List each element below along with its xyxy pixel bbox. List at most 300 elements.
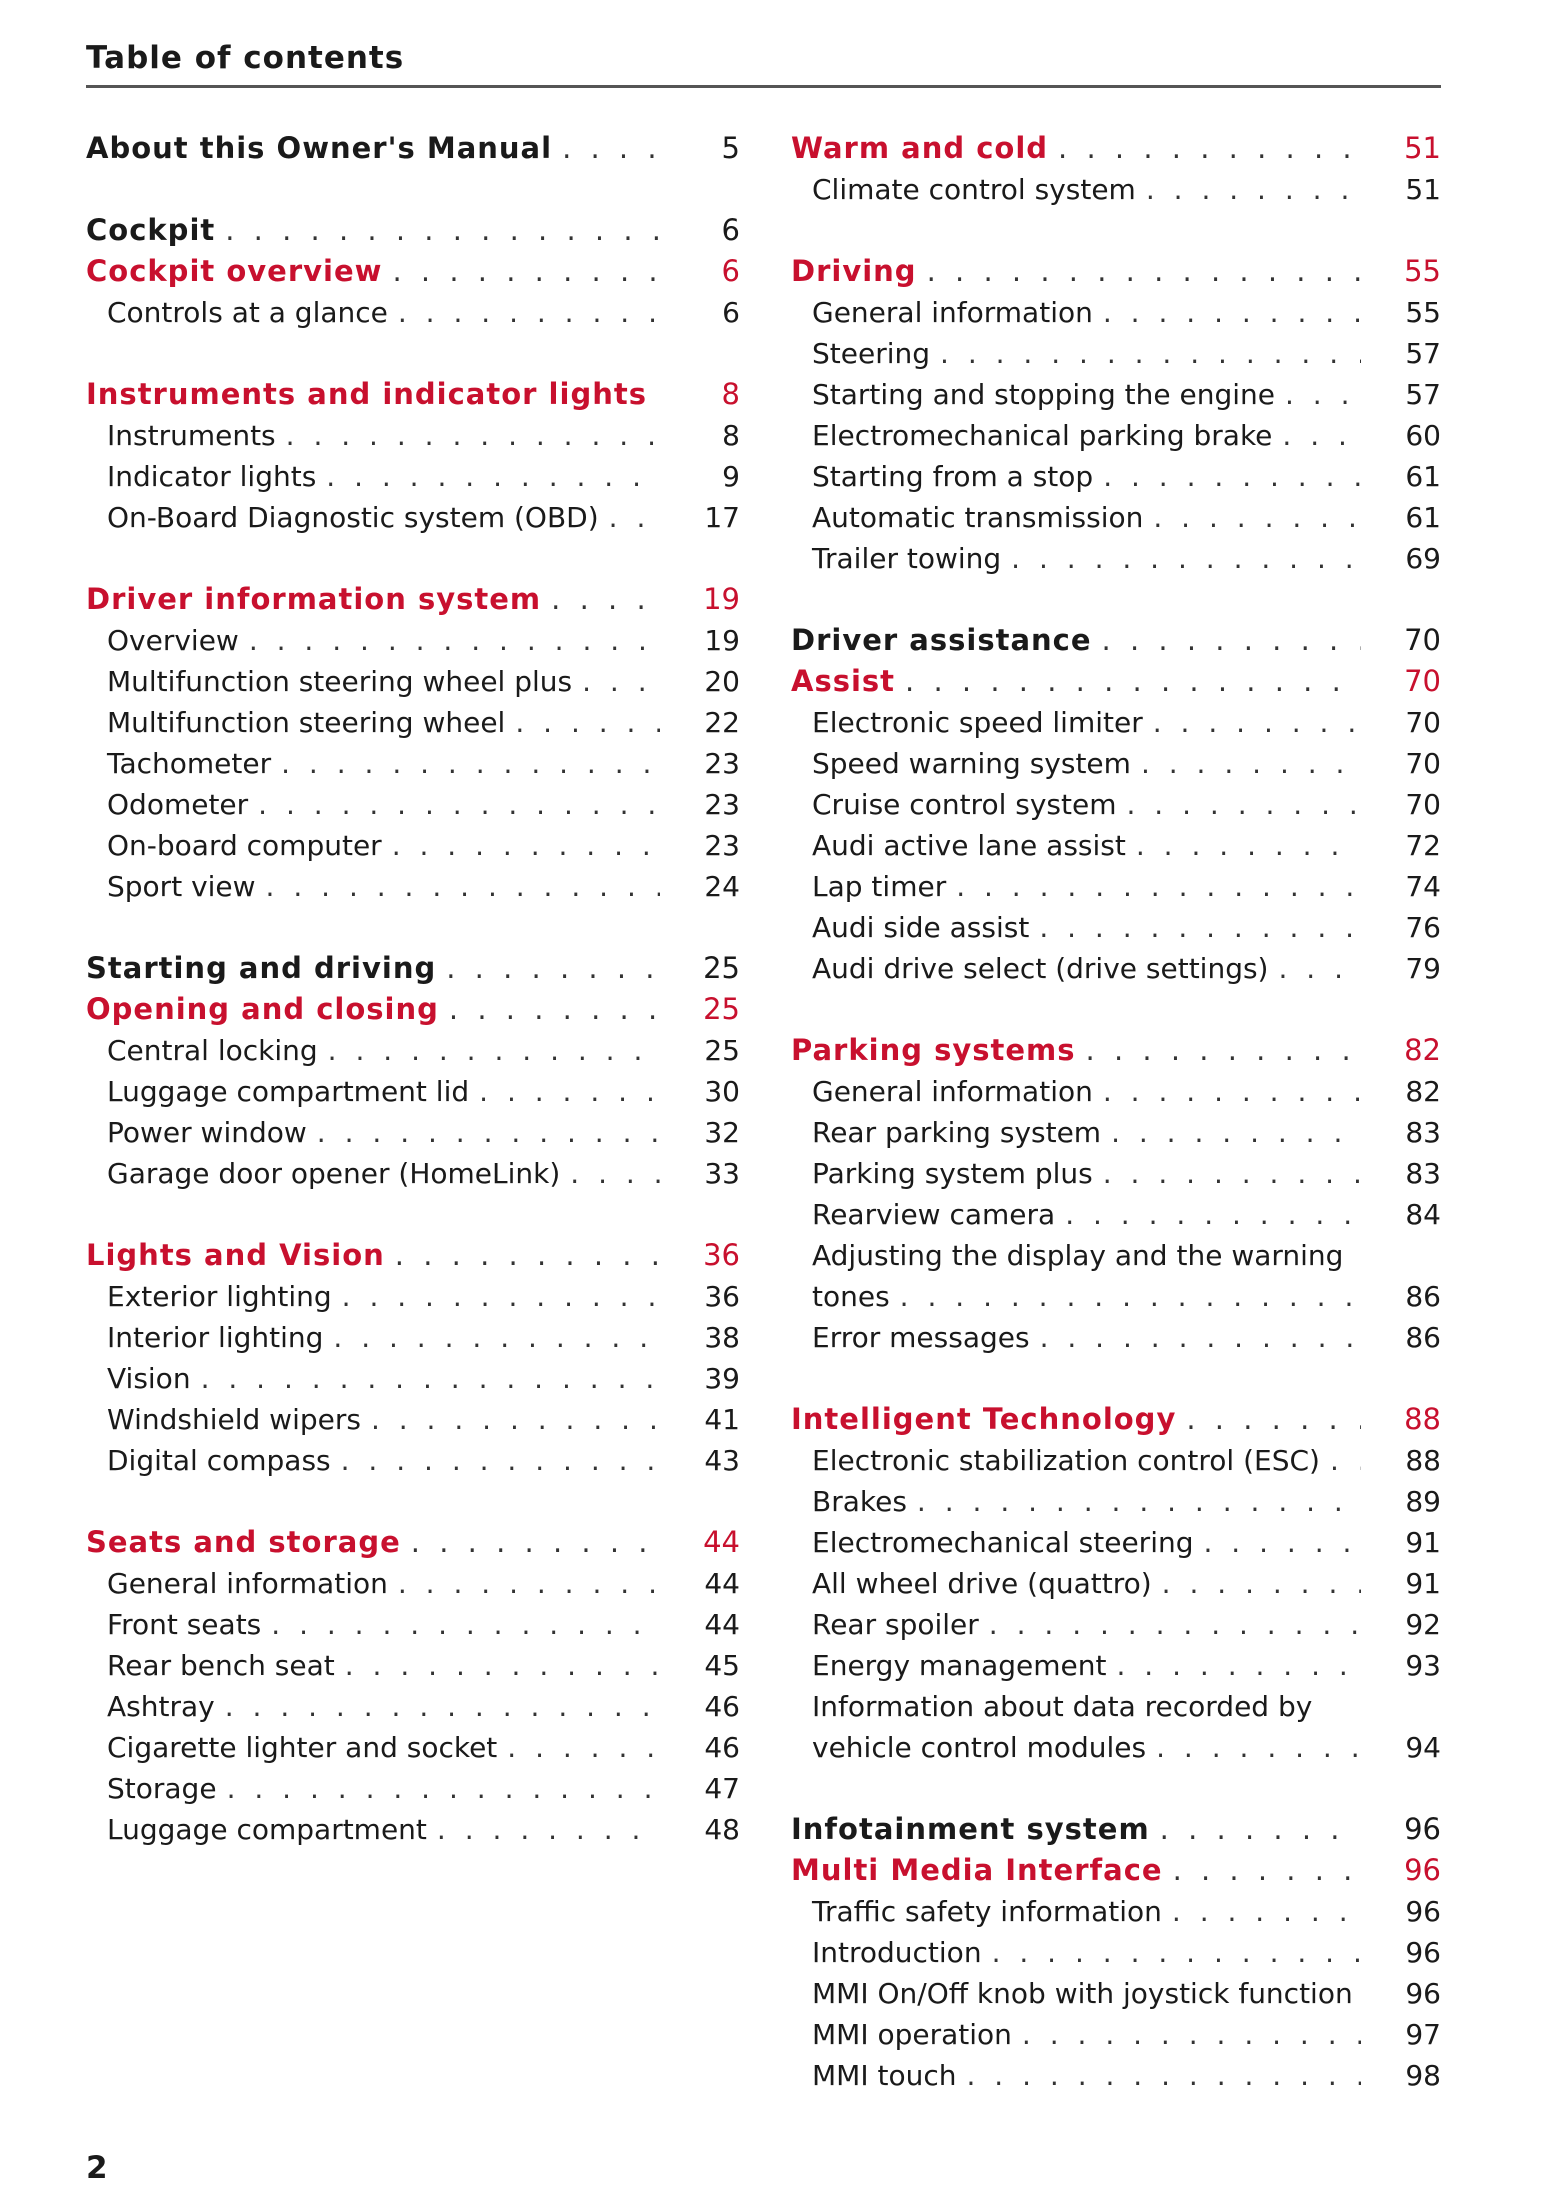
toc-section-entry[interactable] bbox=[86, 415, 740, 456]
toc-entry-page: 96 bbox=[1405, 1936, 1441, 1969]
dot-leader bbox=[1163, 1850, 1361, 1891]
toc-entry-page: 39 bbox=[704, 1362, 740, 1395]
toc-entry-title: Adjusting the display and the warning bbox=[812, 1239, 1344, 1272]
dot-leader bbox=[1194, 1522, 1362, 1563]
dot-leader bbox=[1055, 1194, 1361, 1235]
toc-section-entry[interactable] bbox=[791, 1440, 1441, 1481]
toc-entry-page: 76 bbox=[1405, 911, 1441, 944]
toc-entry-page: 51 bbox=[1404, 131, 1441, 165]
toc-entry-page: 25 bbox=[703, 992, 740, 1026]
toc-entry-page: 46 bbox=[704, 1690, 740, 1723]
toc-entry-title: Driver assistance bbox=[791, 623, 1092, 657]
toc-chapter-entry[interactable] bbox=[86, 128, 740, 169]
toc-entry-page: 88 bbox=[1404, 1402, 1441, 1436]
toc-section-entry[interactable] bbox=[791, 1563, 1441, 1604]
dot-leader bbox=[979, 1604, 1361, 1645]
toc-entry-title: tones bbox=[812, 1280, 890, 1313]
toc-entry-page: 57 bbox=[1405, 337, 1441, 370]
toc-entry-page: 9 bbox=[722, 460, 740, 493]
toc-chapter-entry[interactable] bbox=[791, 251, 1441, 292]
toc-entry-title: Parking system plus bbox=[812, 1157, 1093, 1190]
toc-entry-page: 79 bbox=[1405, 952, 1441, 985]
toc-chapter-entry[interactable] bbox=[791, 1399, 1441, 1440]
toc-entry-title: Garage door opener (HomeLink) bbox=[107, 1157, 561, 1190]
toc-entry-page: 61 bbox=[1405, 501, 1441, 534]
toc-entry-title: Lap timer bbox=[812, 870, 947, 903]
toc-entry-page: 55 bbox=[1405, 296, 1441, 329]
toc-section-entry[interactable] bbox=[791, 1194, 1441, 1235]
toc-entry-title: Luggage compartment bbox=[107, 1813, 427, 1846]
toc-entry-title: MMI On/Off knob with joystick function bbox=[812, 1977, 1353, 2010]
toc-entry-title: Speed warning system bbox=[812, 747, 1131, 780]
toc-entry-title: Multifunction steering wheel bbox=[107, 706, 506, 739]
toc-section-entry[interactable] bbox=[791, 374, 1441, 415]
toc-section-entry[interactable] bbox=[86, 702, 740, 743]
toc-chapter-entry[interactable] bbox=[86, 210, 740, 251]
toc-chapter-entry[interactable] bbox=[86, 1522, 740, 1563]
dot-leader bbox=[1162, 1891, 1361, 1932]
dot-leader bbox=[1136, 169, 1361, 210]
toc-section-entry[interactable] bbox=[791, 1317, 1441, 1358]
dot-leader bbox=[647, 374, 660, 415]
toc-chapter-entry[interactable] bbox=[791, 1809, 1441, 1850]
dot-leader bbox=[439, 989, 660, 1030]
toc-entry-title: Storage bbox=[107, 1772, 217, 1805]
toc-chapter-entry[interactable] bbox=[791, 1030, 1441, 1071]
toc-entry-page: 32 bbox=[704, 1116, 740, 1149]
toc-section-entry[interactable] bbox=[791, 1276, 1441, 1317]
toc-chapter-entry[interactable] bbox=[86, 989, 740, 1030]
dot-leader bbox=[1152, 1563, 1361, 1604]
dot-leader bbox=[1176, 1399, 1361, 1440]
toc-entry-page: 98 bbox=[1405, 2059, 1441, 2092]
toc-section-entry[interactable] bbox=[86, 661, 740, 702]
toc-entry-title: Exterior lighting bbox=[107, 1280, 332, 1313]
toc-entry-page: 61 bbox=[1405, 460, 1441, 493]
toc-chapter-entry[interactable] bbox=[791, 661, 1441, 702]
toc-entry-title: Assist bbox=[791, 664, 896, 698]
toc-entry-page: 96 bbox=[1405, 1895, 1441, 1928]
dot-leader bbox=[1012, 2014, 1361, 2055]
toc-section-entry[interactable] bbox=[791, 1071, 1441, 1112]
dot-leader bbox=[1117, 784, 1362, 825]
toc-section-entry[interactable] bbox=[86, 1030, 740, 1071]
toc-section-entry[interactable] bbox=[86, 1153, 740, 1194]
toc-section-entry[interactable] bbox=[791, 333, 1441, 374]
dot-leader bbox=[256, 866, 660, 907]
toc-entry-page: 24 bbox=[704, 870, 740, 903]
toc-entry-page: 70 bbox=[1405, 706, 1441, 739]
dot-leader bbox=[505, 702, 660, 743]
dot-leader bbox=[497, 1727, 660, 1768]
toc-section-entry[interactable] bbox=[86, 1399, 740, 1440]
toc-entry-page: 25 bbox=[703, 951, 740, 985]
toc-entry-title: Rear spoiler bbox=[812, 1608, 979, 1641]
toc-entry-page: 8 bbox=[721, 377, 740, 411]
dot-leader bbox=[261, 1604, 660, 1645]
toc-entry-title: Rearview camera bbox=[812, 1198, 1056, 1231]
toc-entry-page: 45 bbox=[704, 1649, 740, 1682]
dot-leader bbox=[217, 1768, 660, 1809]
toc-entry-title: Cruise control system bbox=[812, 788, 1117, 821]
toc-section-entry[interactable] bbox=[86, 1440, 740, 1481]
dot-leader bbox=[271, 743, 660, 784]
toc-entry-title: Error messages bbox=[812, 1321, 1030, 1354]
toc-section-entry[interactable] bbox=[86, 620, 740, 661]
toc-entry-page: 44 bbox=[704, 1608, 740, 1641]
toc-entry-page: 47 bbox=[704, 1772, 740, 1805]
toc-entry-page: 69 bbox=[1405, 542, 1441, 575]
toc-entry-title: About this Owner's Manual bbox=[86, 131, 553, 165]
dot-leader bbox=[215, 1686, 660, 1727]
dot-leader bbox=[388, 292, 660, 333]
toc-entry-title: Controls at a glance bbox=[107, 296, 388, 329]
toc-entry-page: 51 bbox=[1405, 173, 1441, 206]
toc-entry-page: 70 bbox=[1405, 747, 1441, 780]
toc-entry-title: Cockpit overview bbox=[86, 254, 383, 288]
page-header-title: Table of contents bbox=[86, 40, 405, 76]
toc-entry-title: General information bbox=[812, 296, 1093, 329]
toc-entry-page: 70 bbox=[1404, 664, 1441, 698]
toc-entry-page: 6 bbox=[722, 296, 740, 329]
toc-section-entry[interactable] bbox=[791, 825, 1441, 866]
toc-entry-title: Lights and Vision bbox=[86, 1238, 385, 1272]
toc-section-entry[interactable] bbox=[86, 1317, 740, 1358]
toc-entry-page: 23 bbox=[704, 788, 740, 821]
dot-leader bbox=[1268, 948, 1361, 989]
toc-section-entry[interactable] bbox=[86, 743, 740, 784]
dot-leader bbox=[890, 1276, 1361, 1317]
dot-leader bbox=[427, 1809, 660, 1850]
toc-entry-title: Luggage compartment lid bbox=[107, 1075, 470, 1108]
toc-section-entry[interactable] bbox=[86, 497, 740, 538]
toc-entry-page: 70 bbox=[1404, 623, 1441, 657]
toc-entry-page: 88 bbox=[1405, 1444, 1441, 1477]
toc-left-column bbox=[86, 128, 740, 1850]
toc-section-entry[interactable] bbox=[791, 1235, 1441, 1276]
dot-leader bbox=[316, 456, 660, 497]
toc-entry-page: 43 bbox=[704, 1444, 740, 1477]
toc-entry-page: 46 bbox=[704, 1731, 740, 1764]
toc-entry-title: Seats and storage bbox=[86, 1525, 401, 1559]
toc-entry-page: 48 bbox=[704, 1813, 740, 1846]
toc-section-entry[interactable] bbox=[791, 1522, 1441, 1563]
toc-entry-title: Indicator lights bbox=[107, 460, 317, 493]
dot-leader bbox=[1092, 620, 1361, 661]
toc-entry-title: Energy management bbox=[812, 1649, 1107, 1682]
toc-entry-page: 74 bbox=[1405, 870, 1441, 903]
toc-section-entry[interactable] bbox=[86, 1276, 740, 1317]
toc-entry-page: 36 bbox=[703, 1238, 740, 1272]
toc-section-entry[interactable] bbox=[791, 784, 1441, 825]
toc-entry-title: Introduction bbox=[812, 1936, 982, 1969]
dot-leader bbox=[1093, 456, 1361, 497]
toc-entry-title: Cigarette lighter and socket bbox=[107, 1731, 498, 1764]
dot-leader bbox=[1048, 128, 1361, 169]
toc-section-entry[interactable] bbox=[791, 1645, 1441, 1686]
dot-leader bbox=[469, 1071, 660, 1112]
toc-section-entry[interactable] bbox=[791, 2014, 1441, 2055]
toc-section-entry[interactable] bbox=[791, 702, 1441, 743]
toc-entry-title: General information bbox=[812, 1075, 1093, 1108]
toc-entry-page: 86 bbox=[1405, 1280, 1441, 1313]
toc-section-entry[interactable] bbox=[791, 497, 1441, 538]
header-divider bbox=[86, 85, 1441, 88]
toc-section-entry[interactable] bbox=[791, 538, 1441, 579]
dot-leader bbox=[388, 1563, 660, 1604]
toc-entry-title: Rear parking system bbox=[812, 1116, 1102, 1149]
toc-section-entry[interactable] bbox=[86, 1809, 740, 1850]
dot-leader bbox=[1101, 1112, 1361, 1153]
toc-entry-page: 86 bbox=[1405, 1321, 1441, 1354]
toc-entry-page: 89 bbox=[1405, 1485, 1441, 1518]
toc-entry-page: 44 bbox=[703, 1525, 740, 1559]
toc-entry-page: 33 bbox=[704, 1157, 740, 1190]
toc-entry-page: 57 bbox=[1405, 378, 1441, 411]
toc-entry-title: Vision bbox=[107, 1362, 191, 1395]
toc-entry-page: 6 bbox=[721, 213, 740, 247]
page-number: 2 bbox=[86, 2150, 108, 2186]
dot-leader bbox=[215, 210, 660, 251]
toc-entry-page: 84 bbox=[1405, 1198, 1441, 1231]
toc-section-entry[interactable] bbox=[791, 1481, 1441, 1522]
toc-chapter-entry[interactable] bbox=[86, 1235, 740, 1276]
toc-entry-title: Electronic stabilization control (ESC) bbox=[812, 1444, 1320, 1477]
dot-leader bbox=[1001, 538, 1361, 579]
toc-entry-title: Windshield wipers bbox=[107, 1403, 361, 1436]
toc-chapter-entry[interactable] bbox=[86, 579, 740, 620]
toc-entry-page: 97 bbox=[1405, 2018, 1441, 2051]
toc-section-entry[interactable] bbox=[791, 1604, 1441, 1645]
dot-leader bbox=[1030, 1317, 1361, 1358]
toc-entry-page: 92 bbox=[1405, 1608, 1441, 1641]
toc-entry-title: Ashtray bbox=[107, 1690, 215, 1723]
toc-section-entry[interactable] bbox=[791, 1153, 1441, 1194]
toc-entry-title: Starting from a stop bbox=[812, 460, 1094, 493]
toc-section-entry[interactable] bbox=[791, 169, 1441, 210]
toc-section-entry[interactable] bbox=[86, 825, 740, 866]
toc-entry-title: MMI operation bbox=[812, 2018, 1012, 2051]
dot-leader bbox=[982, 1932, 1361, 1973]
toc-entry-title: Driving bbox=[791, 254, 917, 288]
toc-entry-title: Information about data recorded by bbox=[812, 1690, 1313, 1723]
toc-section-entry[interactable] bbox=[86, 1112, 740, 1153]
dot-leader bbox=[541, 579, 660, 620]
toc-entry-page: 83 bbox=[1405, 1116, 1441, 1149]
toc-entry-page: 82 bbox=[1405, 1075, 1441, 1108]
toc-section-entry[interactable] bbox=[86, 292, 740, 333]
toc-entry-page: 30 bbox=[704, 1075, 740, 1108]
toc-section-entry[interactable] bbox=[791, 1891, 1441, 1932]
toc-chapter-entry[interactable] bbox=[791, 620, 1441, 661]
toc-entry-page: 44 bbox=[704, 1567, 740, 1600]
toc-entry-title: Instruments bbox=[107, 419, 276, 452]
toc-entry-title: Interior lighting bbox=[107, 1321, 324, 1354]
toc-entry-page: 55 bbox=[1404, 254, 1441, 288]
toc-entry-title: On-board computer bbox=[107, 829, 382, 862]
toc-entry-title: Multi Media Interface bbox=[791, 1853, 1163, 1887]
dot-leader bbox=[332, 1276, 660, 1317]
dot-leader bbox=[1143, 702, 1361, 743]
toc-entry-title: Brakes bbox=[812, 1485, 907, 1518]
toc-entry-title: vehicle control modules bbox=[812, 1731, 1147, 1764]
toc-section-entry[interactable] bbox=[86, 1768, 740, 1809]
toc-entry-title: Starting and stopping the engine bbox=[812, 378, 1275, 411]
dot-leader bbox=[401, 1522, 660, 1563]
dot-leader bbox=[1143, 497, 1361, 538]
toc-entry-title: Infotainment system bbox=[791, 1812, 1150, 1846]
toc-entry-page: 91 bbox=[1405, 1567, 1441, 1600]
toc-entry-page: 17 bbox=[704, 501, 740, 534]
toc-entry-title: Intelligent Technology bbox=[791, 1402, 1177, 1436]
dot-leader bbox=[946, 866, 1361, 907]
toc-entry-title: Instruments and indicator lights bbox=[86, 377, 647, 411]
toc-entry-title: Electromechanical steering bbox=[812, 1526, 1194, 1559]
toc-section-entry[interactable] bbox=[791, 456, 1441, 497]
toc-entry-page: 96 bbox=[1404, 1812, 1441, 1846]
toc-entry-page: 96 bbox=[1404, 1853, 1441, 1887]
toc-entry-title: Sport view bbox=[107, 870, 256, 903]
dot-leader bbox=[335, 1645, 660, 1686]
dot-leader bbox=[895, 661, 1361, 702]
dot-leader bbox=[1320, 1440, 1361, 1481]
toc-entry-title: Opening and closing bbox=[86, 992, 439, 1026]
toc-entry-title: Steering bbox=[812, 337, 931, 370]
dot-leader bbox=[552, 128, 660, 169]
dot-leader bbox=[436, 948, 660, 989]
toc-entry-title: Power window bbox=[107, 1116, 307, 1149]
dot-leader bbox=[1093, 1153, 1361, 1194]
dot-leader bbox=[361, 1399, 660, 1440]
toc-section-entry[interactable] bbox=[86, 1563, 740, 1604]
toc-section-entry[interactable] bbox=[791, 1973, 1441, 2014]
dot-leader bbox=[382, 251, 660, 292]
toc-section-entry[interactable] bbox=[791, 948, 1441, 989]
toc-entry-page: 19 bbox=[703, 582, 740, 616]
toc-entry-title: General information bbox=[107, 1567, 388, 1600]
toc-entry-title: MMI touch bbox=[812, 2059, 957, 2092]
toc-chapter-entry[interactable] bbox=[86, 251, 740, 292]
toc-entry-title: Central locking bbox=[107, 1034, 318, 1067]
dot-leader bbox=[307, 1112, 660, 1153]
toc-section-entry[interactable] bbox=[86, 1071, 740, 1112]
toc-section-entry[interactable] bbox=[791, 1686, 1441, 1727]
toc-entry-title: Automatic transmission bbox=[812, 501, 1144, 534]
dot-leader bbox=[239, 620, 660, 661]
toc-section-entry[interactable] bbox=[791, 907, 1441, 948]
toc-entry-title: Audi side assist bbox=[812, 911, 1030, 944]
toc-entry-title: Tachometer bbox=[107, 747, 272, 780]
dot-leader bbox=[1150, 1809, 1361, 1850]
toc-section-entry[interactable] bbox=[791, 1727, 1441, 1768]
toc-section-entry[interactable] bbox=[791, 2055, 1441, 2096]
toc-chapter-entry[interactable] bbox=[86, 948, 740, 989]
toc-section-entry[interactable] bbox=[791, 866, 1441, 907]
toc-entry-page: 23 bbox=[704, 829, 740, 862]
toc-entry-title: Digital compass bbox=[107, 1444, 331, 1477]
dot-leader bbox=[599, 497, 660, 538]
toc-entry-page: 23 bbox=[704, 747, 740, 780]
toc-section-entry[interactable] bbox=[791, 1112, 1441, 1153]
toc-chapter-entry[interactable] bbox=[86, 374, 740, 415]
dot-leader bbox=[917, 251, 1361, 292]
toc-entry-title: Electronic speed limiter bbox=[812, 706, 1143, 739]
toc-section-entry[interactable] bbox=[86, 1604, 740, 1645]
toc-entry-title: Audi active lane assist bbox=[812, 829, 1126, 862]
dot-leader bbox=[1275, 374, 1361, 415]
toc-entry-title: Trailer towing bbox=[812, 542, 1002, 575]
toc-section-entry[interactable] bbox=[86, 1358, 740, 1399]
dot-leader bbox=[1131, 743, 1361, 784]
dot-leader bbox=[318, 1030, 660, 1071]
toc-entry-title: Warm and cold bbox=[791, 131, 1049, 165]
dot-leader bbox=[1029, 907, 1361, 948]
toc-entry-title: Odometer bbox=[107, 788, 249, 821]
toc-section-entry[interactable] bbox=[791, 415, 1441, 456]
toc-section-entry[interactable] bbox=[86, 1645, 740, 1686]
dot-leader bbox=[382, 825, 660, 866]
toc-entry-title: Front seats bbox=[107, 1608, 262, 1641]
toc-entry-page: 8 bbox=[722, 419, 740, 452]
dot-leader bbox=[276, 415, 660, 456]
toc-section-entry[interactable] bbox=[86, 456, 740, 497]
toc-entry-page: 5 bbox=[721, 131, 740, 165]
toc-section-entry[interactable] bbox=[86, 1686, 740, 1727]
toc-section-entry[interactable] bbox=[86, 866, 740, 907]
toc-entry-page: 82 bbox=[1404, 1033, 1441, 1067]
toc-section-entry[interactable] bbox=[86, 784, 740, 825]
toc-chapter-entry[interactable] bbox=[791, 128, 1441, 169]
dot-leader bbox=[1126, 825, 1361, 866]
toc-entry-page: 41 bbox=[704, 1403, 740, 1436]
dot-leader bbox=[1353, 1973, 1363, 2014]
toc-entry-title: All wheel drive (quattro) bbox=[812, 1567, 1152, 1600]
toc-section-entry[interactable] bbox=[791, 292, 1441, 333]
toc-chapter-entry[interactable] bbox=[791, 1850, 1441, 1891]
dot-leader bbox=[385, 1235, 660, 1276]
toc-entry-title: Parking systems bbox=[791, 1033, 1076, 1067]
dot-leader bbox=[560, 1153, 660, 1194]
toc-section-entry[interactable] bbox=[791, 743, 1441, 784]
toc-entry-title: Climate control system bbox=[812, 173, 1136, 206]
dot-leader bbox=[248, 784, 660, 825]
toc-right-column bbox=[791, 128, 1441, 2096]
toc-entry-title: On-Board Diagnostic system (OBD) bbox=[107, 501, 599, 534]
toc-entry-page: 94 bbox=[1405, 1731, 1441, 1764]
toc-entry-title: Multifunction steering wheel plus bbox=[107, 665, 573, 698]
toc-entry-page: 36 bbox=[704, 1280, 740, 1313]
toc-section-entry[interactable] bbox=[86, 1727, 740, 1768]
toc-section-entry[interactable] bbox=[791, 1932, 1441, 1973]
dot-leader bbox=[1272, 415, 1361, 456]
toc-entry-title: Traffic safety information bbox=[812, 1895, 1162, 1928]
dot-leader bbox=[1093, 1071, 1361, 1112]
toc-entry-page: 19 bbox=[704, 624, 740, 657]
toc-entry-page: 25 bbox=[704, 1034, 740, 1067]
toc-entry-page: 70 bbox=[1405, 788, 1441, 821]
dot-leader bbox=[572, 661, 660, 702]
toc-entry-page: 93 bbox=[1405, 1649, 1441, 1682]
dot-leader bbox=[930, 333, 1361, 374]
toc-entry-page: 38 bbox=[704, 1321, 740, 1354]
toc-entry-title: Rear bench seat bbox=[107, 1649, 335, 1682]
toc-entry-title: Starting and driving bbox=[86, 951, 437, 985]
toc-entry-title: Cockpit bbox=[86, 213, 216, 247]
dot-leader bbox=[907, 1481, 1361, 1522]
toc-entry-page: 6 bbox=[721, 254, 740, 288]
toc-entry-page: 83 bbox=[1405, 1157, 1441, 1190]
toc-entry-page: 60 bbox=[1405, 419, 1441, 452]
